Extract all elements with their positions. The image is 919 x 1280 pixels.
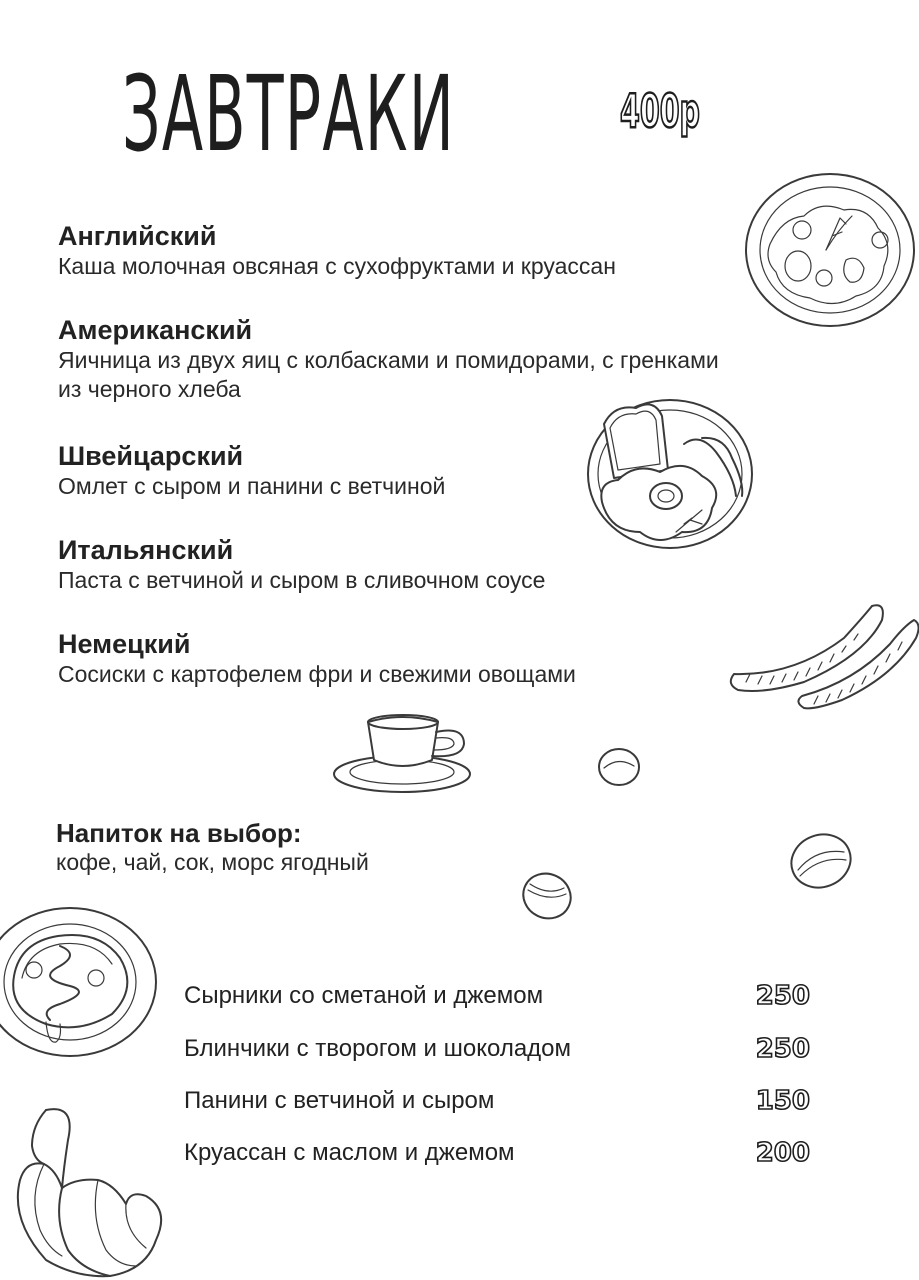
breakfast-description: из черного хлеба — [58, 376, 241, 402]
breakfast-description: Сосиски с картофелем фри и свежими овощами — [58, 661, 576, 687]
breakfast-item-swiss — [58, 440, 445, 501]
pancakes-plate-icon — [0, 906, 160, 1062]
breakfast-name: Немецкий — [58, 629, 191, 659]
breakfast-description: Яичница из двух яиц с колбасками и помидорами, с гренками — [58, 347, 719, 373]
page-title: ЗАВТРАКИ — [122, 53, 456, 175]
croissant-icon — [6, 1100, 176, 1278]
extra-price: 250 — [755, 981, 810, 1011]
breakfast-description: Омлет с сыром и панини с ветчиной — [58, 473, 446, 499]
coffee-bean-icon — [518, 868, 576, 924]
drinks-options: кофе, чай, сок, морс ягодный — [56, 849, 369, 875]
breakfast-plate-icon — [584, 392, 754, 552]
extra-item-panini — [184, 1085, 810, 1117]
coffee-cup-icon — [332, 710, 476, 796]
coffee-bean-icon — [596, 746, 642, 788]
extra-item-croissant — [184, 1137, 810, 1169]
extra-item-syrniki — [184, 980, 810, 1012]
coffee-bean-icon — [786, 830, 856, 892]
breakfast-item-german — [58, 628, 576, 689]
extra-item-blinchiki — [184, 1033, 810, 1065]
breakfast-name: Английский — [58, 221, 217, 251]
breakfast-item-italian — [58, 534, 545, 595]
set-price-badge: 400р — [620, 84, 700, 138]
drinks-section — [56, 818, 369, 876]
breakfast-description: Каша молочная овсяная с сухофруктами и круассан — [58, 253, 616, 279]
extra-price: 150 — [755, 1086, 810, 1116]
breakfast-name: Швейцарский — [58, 441, 244, 471]
drinks-title: Напиток на выбор: — [56, 818, 302, 848]
breakfast-name: Американский — [58, 315, 253, 345]
porridge-bowl-icon — [742, 170, 918, 330]
extra-name: Круассан с маслом и джемом — [184, 1139, 515, 1166]
breakfast-item-english — [58, 220, 616, 281]
breakfast-description: Паста с ветчиной и сыром в сливочном соусе — [58, 567, 546, 593]
extra-name: Панини с ветчиной и сыром — [184, 1087, 495, 1114]
extra-name: Сырники со сметаной и джемом — [184, 982, 544, 1009]
extra-price: 200 — [755, 1138, 810, 1168]
extra-price: 250 — [755, 1034, 810, 1064]
extra-name: Блинчики с творогом и шоколадом — [184, 1035, 572, 1062]
sausages-icon — [724, 596, 919, 712]
breakfast-item-american — [58, 314, 719, 404]
breakfast-name: Итальянский — [58, 535, 234, 565]
